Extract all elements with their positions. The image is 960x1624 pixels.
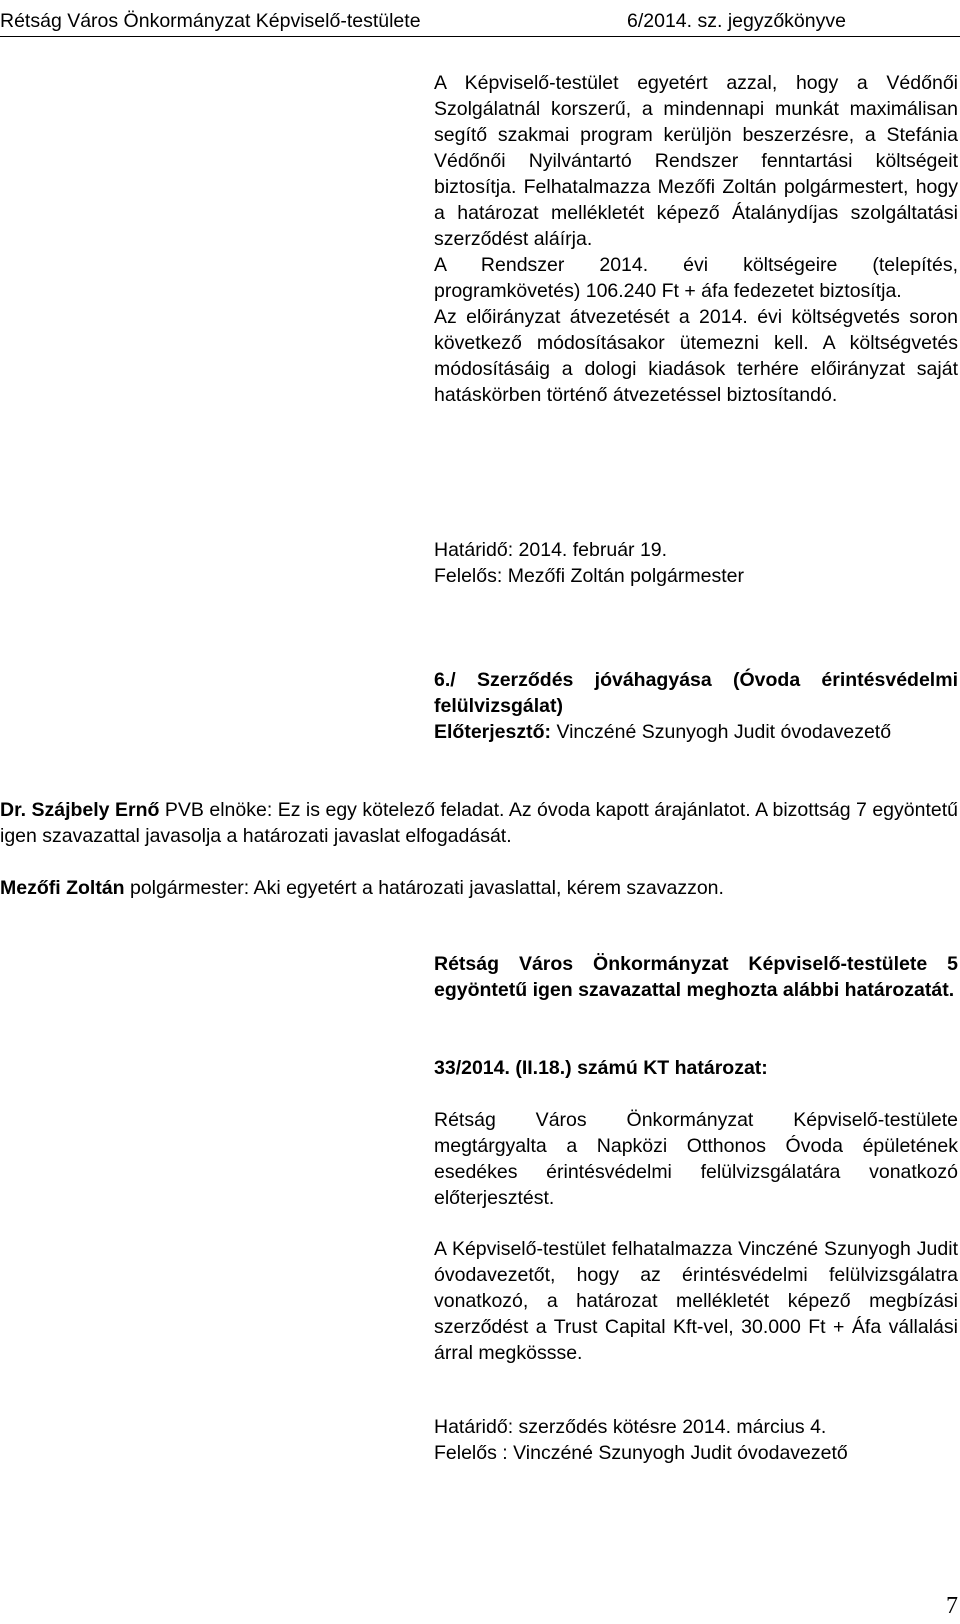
header-document-number: 6/2014. sz. jegyzőkönyve — [627, 10, 846, 32]
speaker-name: Dr. Szájbely Ernő — [0, 799, 160, 821]
resolution-paragraph: Az előirányzat átvezetését a 2014. évi költségvetés soron következő módosításakor ütemezni kell. A költségvetés módosításáig a dologi kiadások terhére előirányzat saját hatáskörben történő átvezetéssel biztosítandó. — [434, 306, 958, 406]
vote-statement: Rétság Város Önkormányzat Képviselő-testülete 5 egyöntetű igen szavazattal meghozta alábbi határozatát. — [434, 953, 958, 1001]
resolution-paragraph: A Képviselő-testület felhatalmazza Vinczéné Szunyogh Judit óvodavezetőt, hogy az érintésvédelmi felülvizsgálatra vonatkozó, a határozat mellékletét képező megbízási szerződést a Trust Capital Kft-vel, 30.000 Ft + Áfa vállalási árral megkössse. — [434, 1238, 958, 1364]
page-header — [0, 6, 960, 37]
deadline: Határidő: szerződés kötésre 2014. március 4. — [434, 1416, 827, 1438]
speaker-statement — [0, 875, 958, 901]
presenter-label: Előterjesztő: — [434, 721, 552, 743]
resolution-paragraph: Rétság Város Önkormányzat Képviselő-testülete megtárgyalta a Napközi Otthonos Óvoda épületének esedékes érintésvédelmi felülvizsgálatára vonatkozó előterjesztést. — [434, 1109, 958, 1209]
speaker-text: PVB elnöke: Ez is egy kötelező feladat. Az óvoda kapott árajánlatot. A bizottság 7 egyöntetű igen szavazattal javasolja a határozati javaslat elfogadását. — [0, 799, 958, 847]
discussion-block-2 — [0, 875, 958, 901]
speaker-text: polgármester: Aki egyetért a határozati javaslattal, kérem szavazzon. — [124, 877, 724, 899]
resolution-paragraph: A Képviselő-testület egyetért azzal, hogy a Védőnői Szolgálatnál korszerű, a mindennapi munkát maximálisan segítő szakmai program kerüljön beszerzésre, a Stefánia Védőnői Nyilvántartó Rendszer fenntartási költségeit biztosítja. Felhatalmazza Mezőfi Zoltán polgármestert, hogy a határozat mellékletét képező Átalánydíjas szolgáltatási szerződést aláírja. — [434, 72, 958, 250]
presenter-line — [434, 719, 958, 745]
presenter-name: Vinczéné Szunyogh Judit óvodavezető — [551, 721, 892, 743]
discussion-block-1 — [0, 797, 958, 849]
deadline: Határidő: 2014. február 19. — [434, 539, 668, 561]
resolution-paragraph: A Rendszer 2014. évi költségeire (telepítés, programkövetés) 106.240 Ft + áfa fedezetet biztosítja. — [434, 254, 958, 302]
resolution-number: 33/2014. (II.18.) számú KT határozat: — [434, 1057, 768, 1079]
resolution-number-block — [434, 1055, 958, 1081]
vote-statement-block — [434, 951, 958, 1003]
new-resolution-text-2 — [434, 1236, 958, 1366]
page-number: 7 — [946, 1593, 958, 1619]
agenda-item-6 — [434, 667, 958, 745]
new-resolution-footer — [434, 1414, 958, 1466]
speaker-name: Mezőfi Zoltán — [0, 877, 125, 899]
previous-resolution-footer — [434, 537, 958, 589]
previous-resolution-text — [434, 70, 958, 408]
responsible: Felelős : Vinczéné Szunyogh Judit óvodavezető — [434, 1442, 848, 1464]
responsible: Felelős: Mezőfi Zoltán polgármester — [434, 565, 744, 587]
speaker-statement — [0, 797, 958, 849]
agenda-title: 6./ Szerződés jóváhagyása (Óvoda érintésvédelmi felülvizsgálat) — [434, 669, 958, 717]
new-resolution-text — [434, 1107, 958, 1211]
header-title: Rétság Város Önkormányzat Képviselő-testülete — [0, 10, 421, 32]
